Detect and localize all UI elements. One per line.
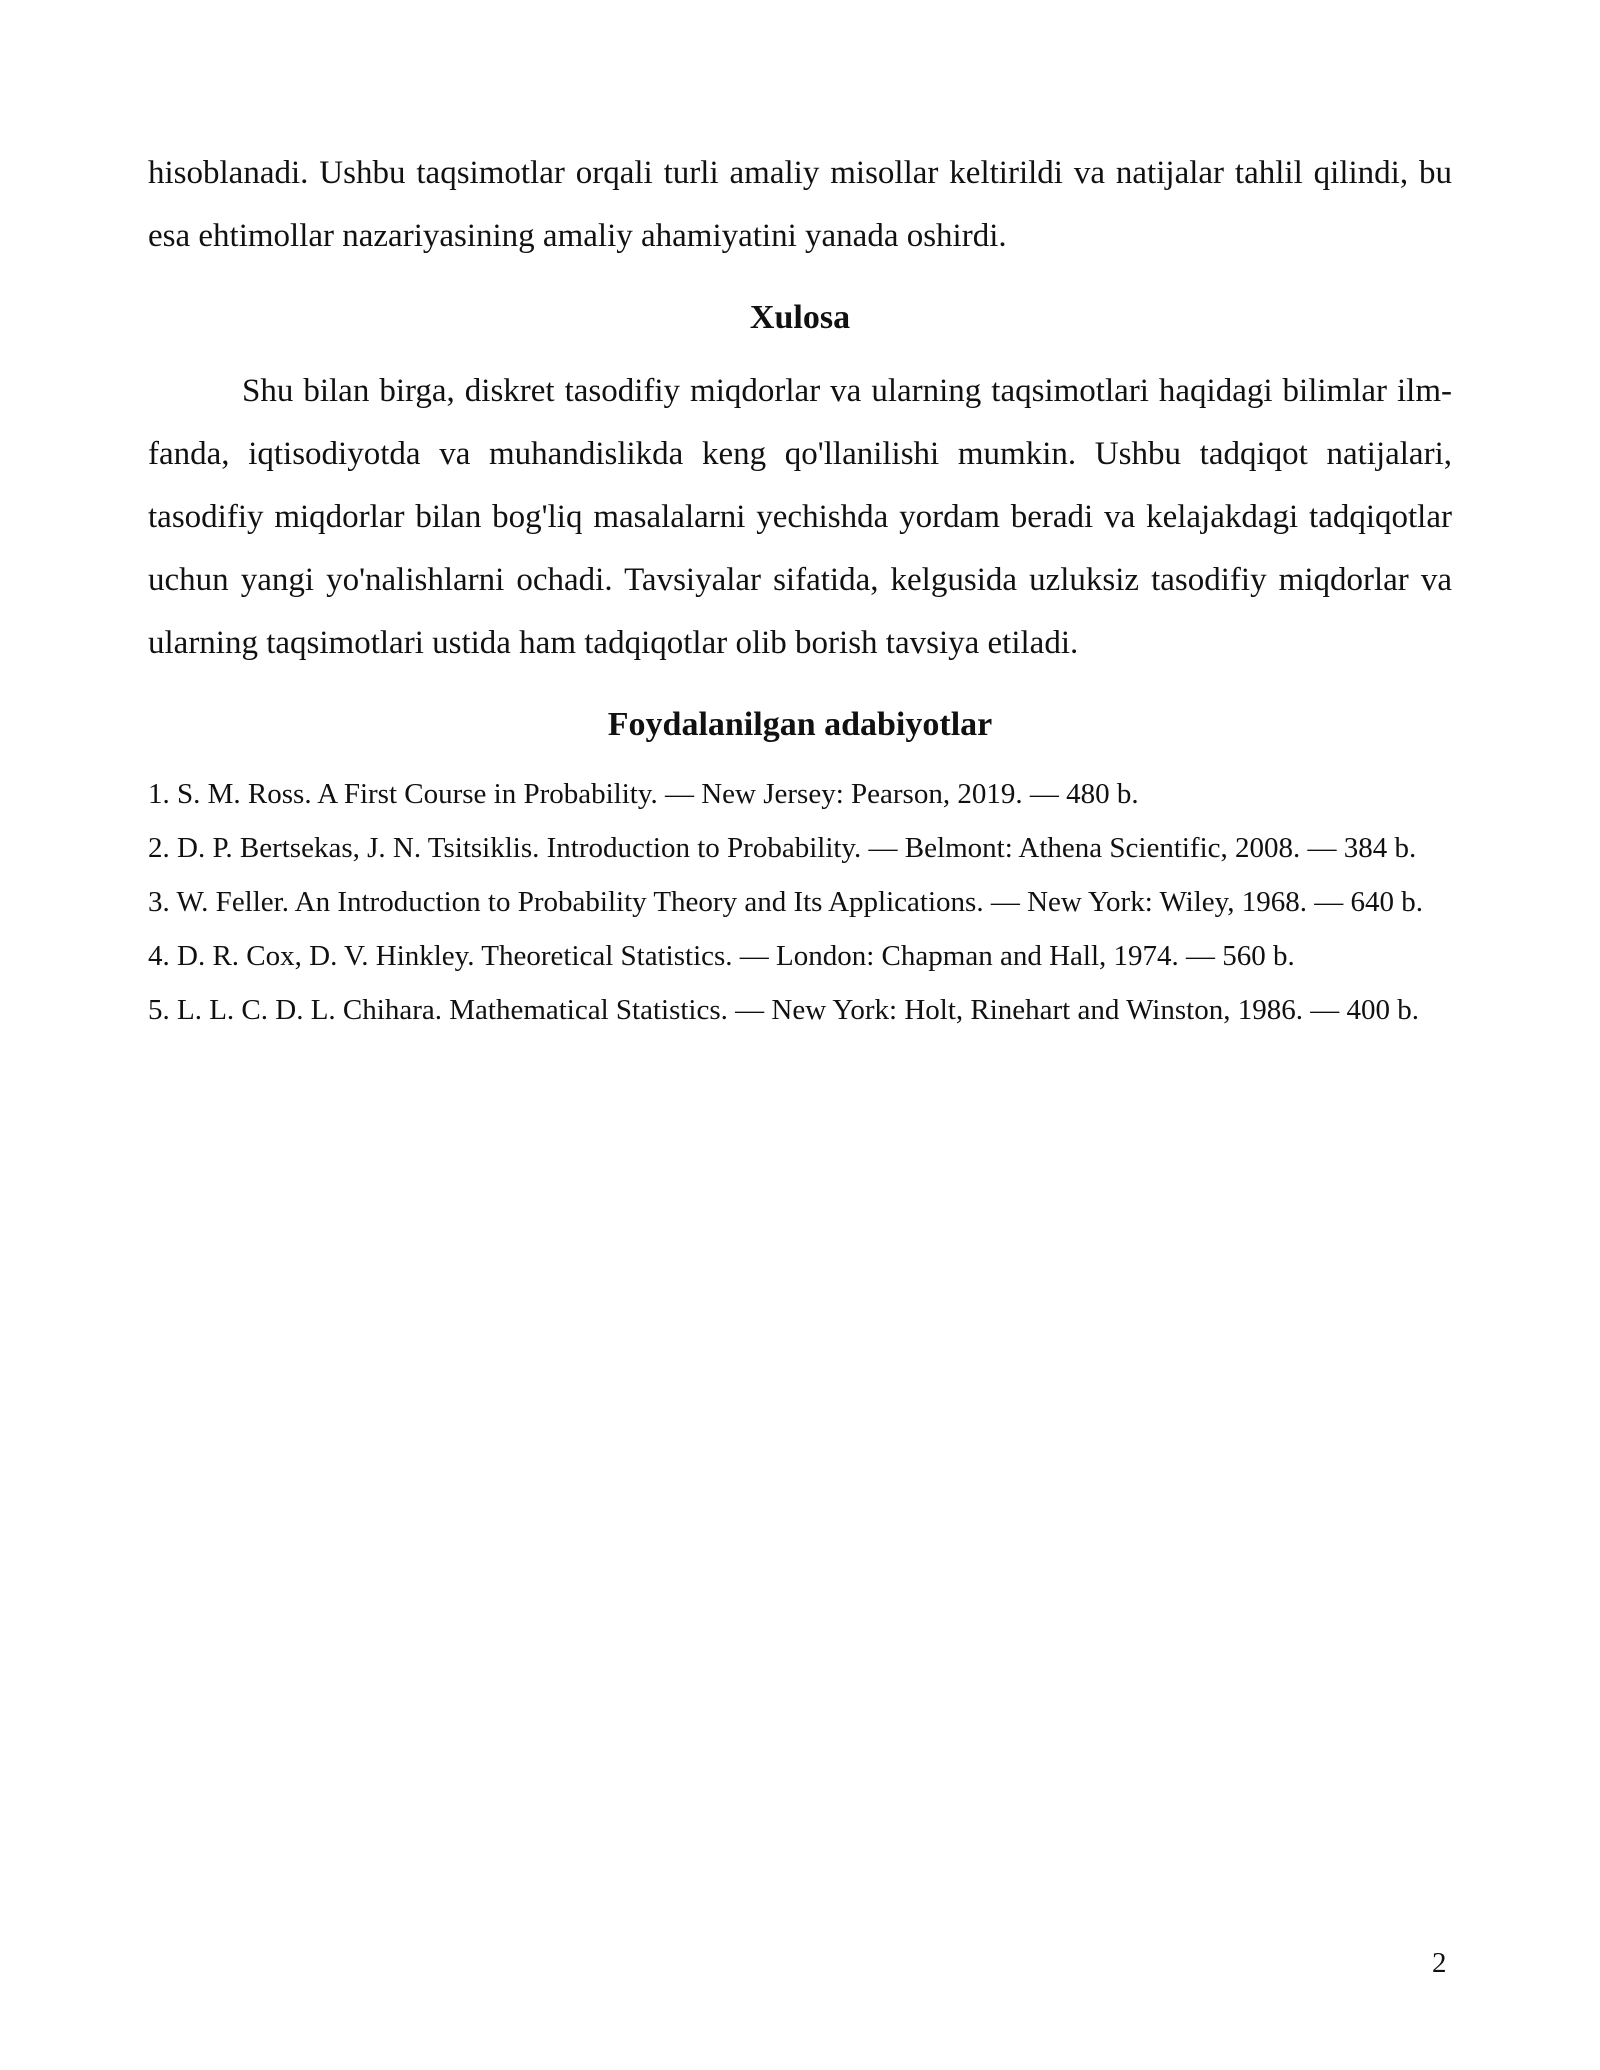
conclusion-paragraph: Shu bilan birga, diskret tasodifiy miqdorlar va ularning taqsimotlari haqidagi bilimlar ilm-fanda, iqtisodiyotda va muhandislikda keng qo'llanilishi mumkin. Ushbu tadqiqot natijalari, tasodifiy miqdorlar bilan bog'liq masalalarni yechishda yordam beradi va kelajakdagi tadqiqotlar uchun yangi yo'nalishlarni ochadi. Tavsiyalar sifatida, kelgusida uzluksiz tasodifiy miqdorlar va ularning taqsimotlari ustida ham tadqiqotlar olib borish tavsiya etiladi. (148, 373, 1452, 661)
references-heading: Foydalanilgan adabiyotlar (607, 706, 993, 743)
document-page (148, 142, 1452, 1037)
page-number: 2 (1432, 1947, 1447, 1979)
conclusion-heading: Xulosa (749, 299, 851, 336)
intro-paragraph: hisoblanadi. Ushbu taqsimotlar orqali turli amaliy misollar keltirildi va natijalar tahlil qilindi, bu esa ehtimollar nazariyasining amaliy ahamiyatini yanada oshirdi. (148, 155, 1452, 254)
reference-item: 3. W. Feller. An Introduction to Probability Theory and Its Applications. — New York: Wiley, 1968. — 640 b. (148, 886, 1424, 918)
reference-item: 5. L. L. C. D. L. Chihara. Mathematical Statistics. — New York: Holt, Rinehart and Winston, 1986. — 400 b. (148, 994, 1419, 1026)
references-list (148, 767, 1452, 1037)
reference-item: 1. S. M. Ross. A First Course in Probability. — New Jersey: Pearson, 2019. — 480 b. (148, 778, 1139, 810)
reference-item: 2. D. P. Bertsekas, J. N. Tsitsiklis. Introduction to Probability. — Belmont: Athena Scientific, 2008. — 384 b. (148, 832, 1417, 864)
reference-item: 4. D. R. Cox, D. V. Hinkley. Theoretical Statistics. — London: Chapman and Hall, 1974. — 560 b. (148, 940, 1295, 972)
